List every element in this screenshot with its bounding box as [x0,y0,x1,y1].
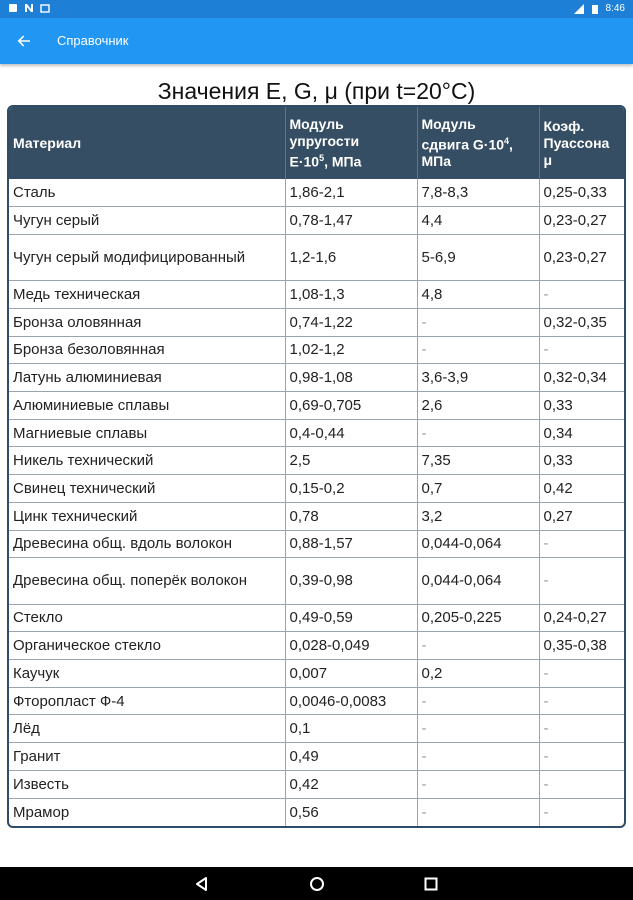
cell-shear-modulus: - [417,743,539,771]
cell-shear-modulus: 0,2 [417,659,539,687]
cell-material: Мрамор [9,798,285,826]
table-row [9,530,624,558]
cell-elastic-modulus: 0,78 [285,502,417,530]
cell-poisson-ratio: - [539,281,624,309]
cell-poisson-ratio: 0,25-0,33 [539,179,624,207]
cell-elastic-modulus: 0,88-1,57 [285,530,417,558]
cell-shear-modulus: 4,8 [417,281,539,309]
cell-poisson-ratio: - [539,687,624,715]
table-row [9,447,624,475]
cell-shear-modulus: 7,8-8,3 [417,179,539,207]
cell-material: Латунь алюминиевая [9,364,285,392]
table-row [9,281,624,309]
cell-shear-modulus: - [417,715,539,743]
cell-poisson-ratio: - [539,715,624,743]
cell-elastic-modulus: 0,15-0,2 [285,475,417,503]
cell-elastic-modulus: 0,028-0,049 [285,632,417,660]
notification-icon [8,3,18,13]
table-row [9,234,624,280]
cell-material: Чугун серый [9,207,285,235]
table-row [9,179,624,207]
cell-material: Медь техническая [9,281,285,309]
table-row [9,743,624,771]
header-material: Материал [9,107,285,179]
cell-poisson-ratio: 0,23-0,27 [539,234,624,280]
cell-poisson-ratio: 0,32-0,34 [539,364,624,392]
cell-elastic-modulus: 1,86-2,1 [285,179,417,207]
table-row [9,715,624,743]
cell-shear-modulus: 2,6 [417,392,539,420]
cell-poisson-ratio: - [539,798,624,826]
cell-poisson-ratio: 0,23-0,27 [539,207,624,235]
cell-material: Чугун серый модифицированный [9,234,285,280]
cell-elastic-modulus: 0,74-1,22 [285,308,417,336]
table-body [9,179,624,826]
cell-shear-modulus: - [417,770,539,798]
table-row [9,364,624,392]
table-row [9,659,624,687]
table-row [9,475,624,503]
table-row [9,502,624,530]
cell-shear-modulus: 3,2 [417,502,539,530]
cell-elastic-modulus: 0,49-0,59 [285,604,417,632]
cell-material: Органическое стекло [9,632,285,660]
square-recents-icon[interactable] [422,875,440,893]
cell-material: Древесина общ. поперёк волокон [9,558,285,604]
cell-shear-modulus: - [417,798,539,826]
cell-shear-modulus: 0,205-0,225 [417,604,539,632]
cell-poisson-ratio: - [539,659,624,687]
cell-material: Алюминиевые сплавы [9,392,285,420]
circle-home-icon[interactable] [308,875,326,893]
table-row [9,392,624,420]
cell-material: Фторопласт Ф-4 [9,687,285,715]
navigation-bar [0,867,633,900]
cell-shear-modulus: - [417,308,539,336]
cell-material: Известь [9,770,285,798]
cell-elastic-modulus: 0,007 [285,659,417,687]
cell-elastic-modulus: 0,98-1,08 [285,364,417,392]
cell-elastic-modulus: 1,02-1,2 [285,336,417,364]
cell-shear-modulus: - [417,632,539,660]
cell-material: Магниевые сплавы [9,419,285,447]
table-row [9,207,624,235]
cell-material: Цинк технический [9,502,285,530]
table-row [9,419,624,447]
table-row [9,336,624,364]
cell-poisson-ratio: 0,35-0,38 [539,632,624,660]
cell-elastic-modulus: 0,56 [285,798,417,826]
cell-shear-modulus: 7,35 [417,447,539,475]
cell-poisson-ratio: - [539,743,624,771]
header-poisson-ratio: Коэф. Пуассона μ [539,107,624,179]
cell-elastic-modulus: 0,78-1,47 [285,207,417,235]
cell-material: Никель технический [9,447,285,475]
cell-elastic-modulus: 0,1 [285,715,417,743]
cell-shear-modulus: - [417,687,539,715]
cell-shear-modulus: 3,6-3,9 [417,364,539,392]
cell-material: Гранит [9,743,285,771]
cell-poisson-ratio: 0,34 [539,419,624,447]
cell-material: Бронза оловянная [9,308,285,336]
cell-shear-modulus: - [417,419,539,447]
battery-icon [590,4,600,14]
cell-poisson-ratio: 0,42 [539,475,624,503]
table-row [9,632,624,660]
cell-poisson-ratio: 0,27 [539,502,624,530]
table-row [9,308,624,336]
cell-shear-modulus: 5-6,9 [417,234,539,280]
cell-poisson-ratio: 0,24-0,27 [539,604,624,632]
cell-material: Древесина общ. вдоль волокон [9,530,285,558]
n-app-icon [24,3,34,13]
app-bar [0,18,633,64]
arrow-left-icon[interactable] [14,31,34,51]
cell-material: Лёд [9,715,285,743]
properties-table [7,105,626,828]
cell-shear-modulus: - [417,336,539,364]
header-elastic-modulus: Модуль упругости $E\cdot 10^5$, МПа [285,107,417,179]
cell-shear-modulus: 0,7 [417,475,539,503]
page-title: Значения E, G, μ (при t=20°C) [157,78,476,104]
cell-elastic-modulus: 0,0046-0,0083 [285,687,417,715]
cell-elastic-modulus: 0,42 [285,770,417,798]
cell-material: Сталь [9,179,285,207]
cell-shear-modulus: 4,4 [417,207,539,235]
cell-poisson-ratio: - [539,558,624,604]
cell-elastic-modulus: 1,08-1,3 [285,281,417,309]
table-row [9,687,624,715]
table-row [9,558,624,604]
table-row [9,770,624,798]
status-bar [0,0,633,18]
cell-material: Бронза безоловянная [9,336,285,364]
cell-shear-modulus: 0,044-0,064 [417,530,539,558]
header-shear-modulus: Модуль сдвига $G\cdot 10^4$, МПа [417,107,539,179]
cell-elastic-modulus: 1,2-1,6 [285,234,417,280]
table-row [9,798,624,826]
triangle-back-icon[interactable] [193,875,211,893]
cell-elastic-modulus: 0,69-0,705 [285,392,417,420]
cell-elastic-modulus: 0,49 [285,743,417,771]
table-header-row [9,107,624,179]
cell-elastic-modulus: 0,4-0,44 [285,419,417,447]
signal-icon [574,4,584,14]
cell-poisson-ratio: 0,33 [539,392,624,420]
status-time: 8:46 [605,3,625,14]
cell-material: Свинец технический [9,475,285,503]
cell-shear-modulus: 0,044-0,064 [417,558,539,604]
cell-elastic-modulus: 0,39-0,98 [285,558,417,604]
store-icon [40,3,50,13]
cell-poisson-ratio: - [539,770,624,798]
cell-elastic-modulus: 2,5 [285,447,417,475]
cell-material: Стекло [9,604,285,632]
cell-poisson-ratio: - [539,336,624,364]
table-row [9,604,624,632]
cell-poisson-ratio: 0,32-0,35 [539,308,624,336]
app-title: Справочник [57,33,129,48]
cell-poisson-ratio: 0,33 [539,447,624,475]
cell-poisson-ratio: - [539,530,624,558]
cell-material: Каучук [9,659,285,687]
